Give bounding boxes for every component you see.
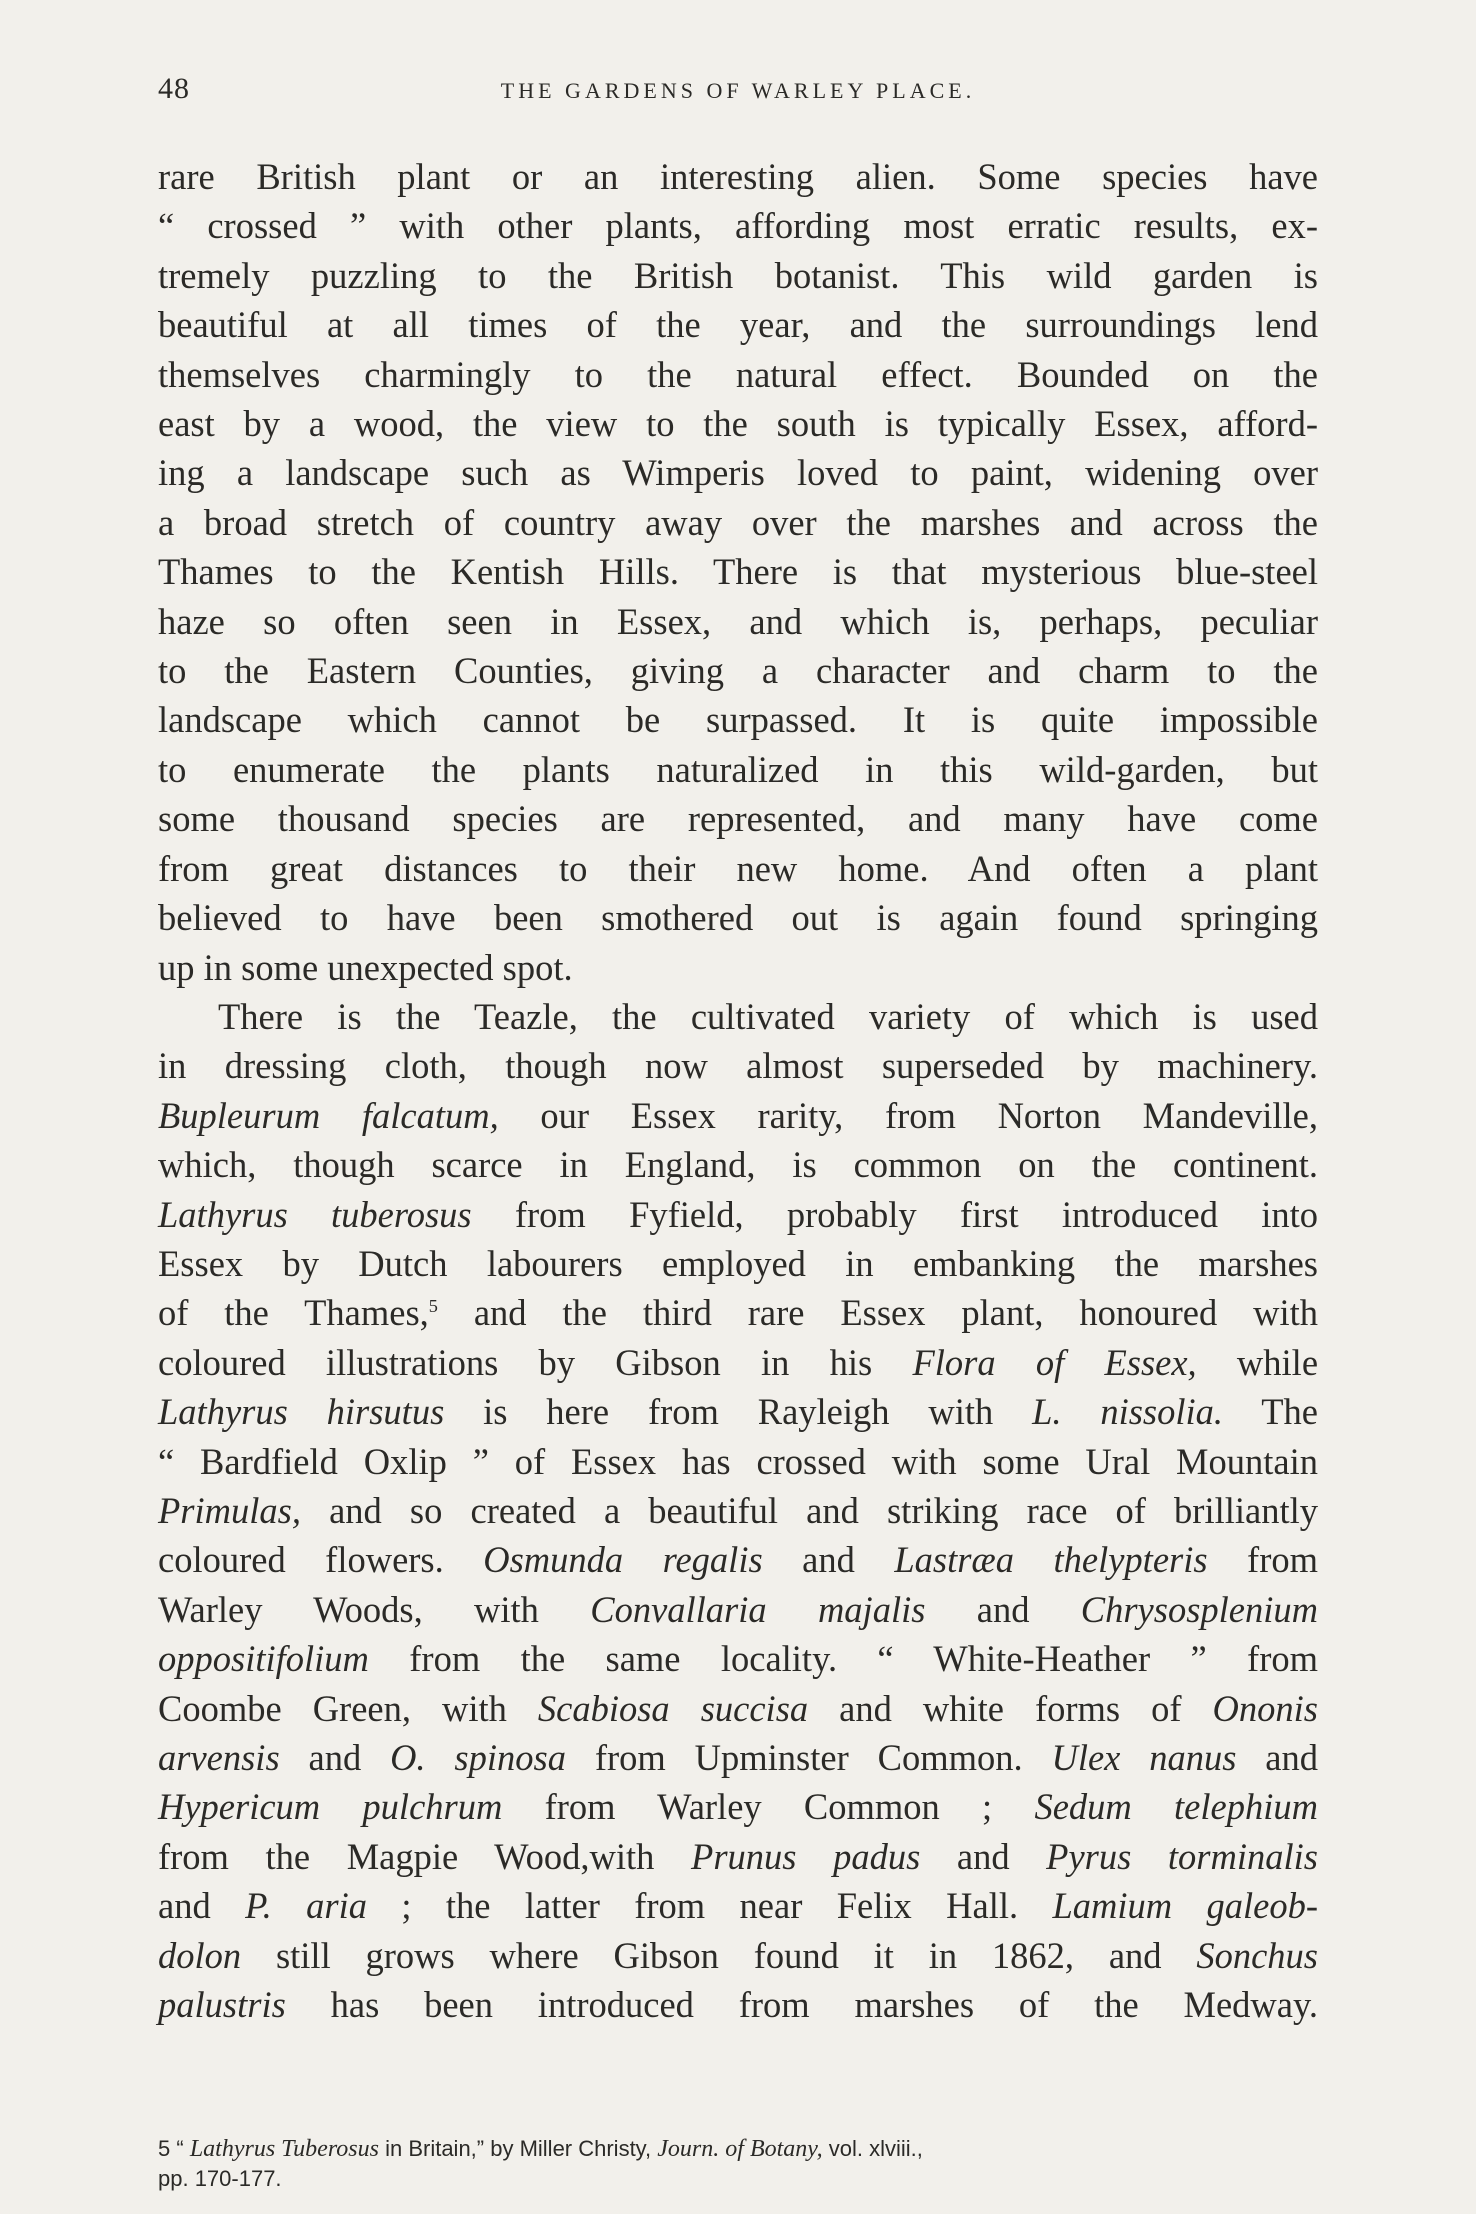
text-span: and the third rare Essex plant, honoured with (437, 1292, 1318, 1334)
text-line: Essex by Dutch labourers employed in embanking the marshes (158, 1242, 1318, 1284)
text-line: a broad stretch of country away over the marshes and across the (158, 501, 1318, 543)
italic-text: Lathyrus hirsutus (158, 1391, 445, 1433)
text-line: up in some unexpected spot. (158, 946, 573, 988)
text-line: tremely puzzling to the British botanist. This wild garden is (158, 254, 1318, 296)
text-line: believed to have been smothered out is again found springing (158, 897, 1318, 939)
text-line (158, 1338, 1318, 1387)
italic-text: Pyrus torminalis (1046, 1835, 1318, 1877)
text-span: from (1207, 1539, 1318, 1581)
text-line (158, 1091, 1318, 1140)
footnote-line (158, 2134, 1318, 2164)
text-span: has been introduced from marshes of the Medway. (285, 1984, 1318, 2026)
text-span: coloured flowers. (158, 1539, 484, 1581)
text-span: Warley Woods, with (158, 1588, 591, 1630)
running-head: THE GARDENS OF WARLEY PLACE. (500, 78, 976, 103)
text-span: from Upminster Common. (565, 1737, 1052, 1778)
text-line: haze so often seen in Essex, and which is, perhaps, peculiar (158, 600, 1318, 642)
text-line: which, though scarce in England, is common on the continent. (158, 1144, 1318, 1186)
italic-text: O. spinosa (390, 1737, 566, 1778)
text-line: beautiful at all times of the year, and the surroundings lend (158, 304, 1318, 346)
text-line (158, 1585, 1318, 1634)
text-line: “ crossed ” with other plants, affording most erratic results, ex- (158, 205, 1318, 247)
text-span: from Fyfield, probably first introduced into (471, 1193, 1318, 1235)
text-span: Coombe Green, with (158, 1687, 538, 1729)
text-line (158, 1288, 1318, 1337)
text-line: rare British plant or an interesting alien. Some species have (158, 156, 1318, 197)
text-line (158, 1832, 1318, 1881)
italic-text: Sonchus (1196, 1934, 1318, 1976)
italic-text: Chrysosplenium (1080, 1588, 1318, 1630)
page-number: 48 (158, 72, 190, 105)
italic-text: Flora of Essex, (912, 1341, 1197, 1383)
text-line (158, 1535, 1318, 1584)
text-line (158, 1684, 1318, 1733)
italic-text: Lathyrus tuberosus (158, 1193, 472, 1235)
text-span: and (762, 1539, 895, 1581)
text-span: and (279, 1737, 391, 1778)
text-line: landscape which cannot be surpassed. It is quite impossible (158, 699, 1318, 741)
text-line (158, 1881, 1318, 1930)
text-span: The (1223, 1391, 1318, 1433)
text-line: themselves charmingly to the natural effect. Bounded on the (158, 353, 1318, 395)
text-line (158, 1931, 1318, 1980)
page-header (158, 72, 1318, 112)
text-line (158, 1486, 1318, 1535)
text-span: of the Thames, (158, 1292, 429, 1334)
text-line: in dressing cloth, though now almost superseded by machinery. (158, 1045, 1318, 1087)
text-span: coloured illustrations by Gibson in his (158, 1341, 913, 1383)
paragraph-1 (158, 152, 1318, 992)
text-span: and white forms of (808, 1687, 1213, 1729)
text-line (158, 1387, 1318, 1436)
italic-text: Hypericum pulchrum (158, 1786, 503, 1828)
text-span: is here from Rayleigh with (444, 1391, 1033, 1433)
text-line (158, 1733, 1318, 1782)
italic-text: P. aria (245, 1885, 368, 1927)
text-line: Thames to the Kentish Hills. There is that mysterious blue-steel (158, 551, 1318, 593)
italic-text: Scabiosa succisa (537, 1687, 809, 1729)
text-line (158, 1782, 1318, 1831)
italic-text: Convallaria majalis (590, 1588, 926, 1630)
italic-text: Ononis (1212, 1687, 1319, 1729)
text-span: our Essex rarity, from Norton Mandeville, (498, 1094, 1318, 1136)
text-span: vol. xlviii., (822, 2136, 923, 2161)
text-line: from great distances to their new home. And often a plant (158, 847, 1318, 889)
italic-text: Lathyrus Tuberosus (189, 2136, 379, 2162)
italic-text: Primulas, (158, 1489, 301, 1531)
italic-text: Journ. of Botany, (657, 2136, 823, 2162)
italic-text: Osmunda regalis (483, 1539, 763, 1581)
paragraph-2 (158, 992, 1318, 2030)
italic-text: dolon (158, 1934, 242, 1976)
italic-text: arvensis (158, 1737, 280, 1778)
text-span: and (925, 1588, 1081, 1630)
text-line: some thousand species are represented, and many have come (158, 798, 1318, 840)
text-span: still grows where Gibson found it in 1862, and (241, 1934, 1197, 1976)
text-line: to enumerate the plants naturalized in this wild-garden, but (158, 748, 1318, 790)
text-span: “ (170, 2136, 190, 2161)
text-line: to the Eastern Counties, giving a character and charm to the (158, 650, 1318, 692)
text-span: and (920, 1835, 1047, 1877)
footnote-marker: 5 (158, 2136, 171, 2161)
text-line: east by a wood, the view to the south is typically Essex, afford- (158, 403, 1318, 445)
footnote-line: pp. 170-177. (158, 2166, 282, 2191)
body-text (158, 152, 1318, 2029)
text-span: and (158, 1885, 246, 1927)
text-span: and so created a beautiful and striking race of brilliantly (300, 1489, 1318, 1531)
text-line: There is the Teazle, the cultivated variety of which is used (218, 995, 1318, 1037)
text-line (158, 1634, 1318, 1683)
italic-text: Sedum telephium (1034, 1786, 1318, 1828)
text-span: and (1236, 1737, 1318, 1778)
text-span: from Warley Common ; (502, 1786, 1035, 1828)
text-span: from the same locality. “ White-Heather ” from (368, 1638, 1318, 1680)
text-span: in Britain,” by Miller Christy, (378, 2136, 658, 2161)
footnote-reference: 5 (428, 1296, 438, 1317)
text-span: from the Magpie Wood,with (158, 1835, 692, 1877)
italic-text: oppositifolium (158, 1638, 369, 1680)
italic-text: L. nissolia. (1032, 1391, 1224, 1433)
italic-text: palustris (158, 1984, 286, 2026)
text-span: while (1196, 1341, 1319, 1383)
italic-text: Lamium galeob- (1052, 1885, 1318, 1927)
footnote (158, 2134, 1318, 2194)
text-line (158, 1980, 1318, 2029)
italic-text: Bupleurum falcatum, (158, 1094, 499, 1136)
text-span: ; the latter from near Felix Hall. (367, 1885, 1053, 1927)
text-line: “ Bardfield Oxlip ” of Essex has crossed with some Ural Mountain (158, 1440, 1318, 1482)
text-line: ing a landscape such as Wimperis loved to paint, widening over (158, 452, 1318, 494)
text-line (158, 1190, 1318, 1239)
italic-text: Prunus padus (691, 1835, 921, 1877)
italic-text: Lastræa thelypteris (894, 1539, 1208, 1581)
italic-text: Ulex nanus (1051, 1737, 1237, 1778)
